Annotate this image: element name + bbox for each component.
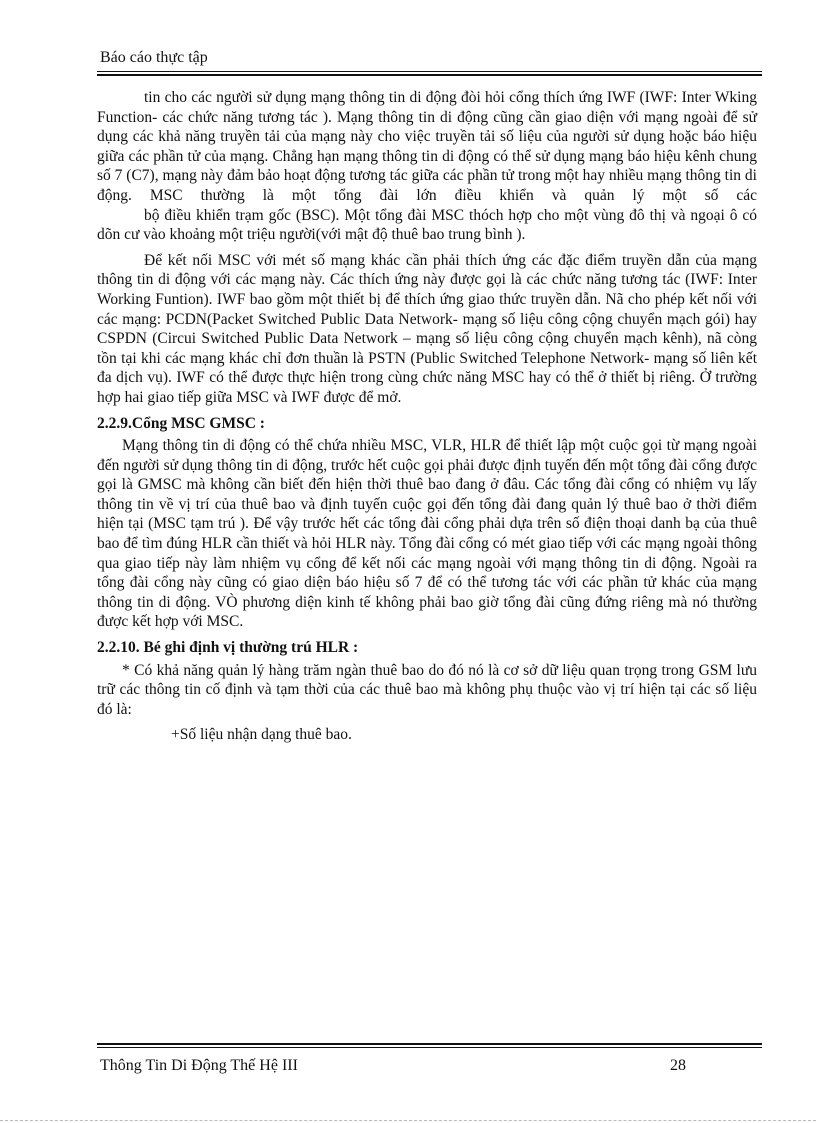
page-edge-divider bbox=[0, 1120, 816, 1121]
paragraph-bsc: bộ điều khiển trạm gốc (BSC). Một tổng đài MSC thóch hợp cho một vùng đô thị và ngoại ô có dõn cư vào khoảng một triệu người(với mật độ thuê bao trung bình ). bbox=[97, 206, 757, 244]
header-rule-thick bbox=[97, 74, 762, 76]
page-number: 28 bbox=[670, 1057, 686, 1074]
header-title: Báo cáo thực tập bbox=[100, 49, 208, 66]
page-footer bbox=[97, 1043, 762, 1076]
paragraph-gmsc: Mạng thông tin di động có thể chứa nhiều MSC, VLR, HLR để thiết lập một cuộc gọi từ mạng ngoài đến người sử dụng thông tin di động, trước hết cuộc gọi phải được định tuyến đến một tổng đài cổng được gọi là GMSC mà không cần biết đến hiện thời thuê bao đang ở đâu. Các tổng đài cổng có nhiệm vụ lấy thông tin về vị trí của thuê bao và định tuyến cuộc gọi đến tổng đài đang quản lý thuê bao ở thời điểm hiện tại (MSC tạm trú ). Để vậy trước hết các tổng đài cổng phải dựa trên số điện thoại danh bạ của thuê bao để tìm đúng HLR cần thiết và hỏi HLR này. Tổng đài cổng có mét giao tiếp với các mạng ngoài thông qua giao tiếp này làm nhiệm vụ cổng để kết nối các mạng ngoài với mạng thông tin di động. Ngoài ra tổng đài cổng này cũng có giao diện báo hiệu số 7 để có thể tương tác với các phần tử khác của mạng thông tin di động. VÒ phương diện kinh tế không phải bao giờ tổng đài cũng đứng riêng mà nó thường được kết hợp với MSC. bbox=[97, 437, 757, 631]
footer-rule-thick bbox=[97, 1043, 762, 1045]
section-heading-gmsc: 2.2.9.Cổng MSC GMSC : bbox=[97, 414, 265, 432]
paragraph-hlr: * Có khả năng quản lý hàng trăm ngàn thuê bao do đó nó là cơ sở dữ liệu quan trọng trong GSM lưu trữ các thông tin cố định và tạm thời của các thuê bao mà không phụ thuộc vào vị trí hiện tại các số liệu đó là: bbox=[97, 661, 757, 718]
section-heading-hlr: 2.2.10. Bé ghi định vị thường trú HLR : bbox=[97, 639, 359, 657]
list-item-subscriber-id: +Số liệu nhận dạng thuê bao. bbox=[171, 726, 352, 744]
page-header bbox=[97, 48, 762, 76]
footer-rule-thin bbox=[97, 1047, 762, 1048]
paragraph-iwf-intro: tin cho các người sử dụng mạng thông tin di động đòi hỏi cổng thích ứng IWF (IWF: Inter Wking Function- các chức năng tương tác ). Mạng thông tin di động cũng cần giao diện với mạng ngoài để sử dụng các khả năng truyền tải của mạng này cho việc truyền tải số liệu của người sử dụng hoặc báo hiệu giữa các phần tử của mạng. Chẳng hạn mạng thông tin di động có thể sử dụng mạng báo hiệu kênh chung số 7 (C7), mạng này đảm bảo hoạt động tương tác giữa các phần tử trong một hay nhiều mạng thông tin di động. MSC thường là một tổng đài lớn điều khiển và quản lý một số các bbox=[97, 89, 757, 204]
paragraph-iwf-functions: Để kết nối MSC với mét số mạng khác cần phải thích ứng các đặc điểm truyền dẫn của mạng thông tin di động với các mạng này. Các thích ứng này được gọi là các chức năng tương tác (IWF: Inter Working Funtion). IWF bao gồm một thiết bị để thích ứng giao thức truyền dẫn. Nã cho phép kết nối với các mạng: PCDN(Packet Switched Public Data Network- mạng số liệu công cộng chuyển mạch gói) hay CSPDN (Circui Switched Public Data Network – mạng số liệu công cộng chuyển mạch kênh), nã còng tồn tại khi các mạng khác chỉ đơn thuần là PSTN (Public Switched Telephone Network- mạng số liên kết đa dịch vụ). IWF có thể được thực hiện trong cùng chức năng MSC hay có thể ở thiết bị riêng. Ở trường hợp hai giao tiếp giữa MSC và IWF được để mở. bbox=[97, 251, 757, 406]
footer-row bbox=[97, 1056, 762, 1076]
document-body bbox=[97, 88, 757, 745]
footer-title: Thông Tin Di Động Thế Hệ III bbox=[100, 1057, 298, 1074]
header-rule-thin bbox=[97, 71, 762, 72]
